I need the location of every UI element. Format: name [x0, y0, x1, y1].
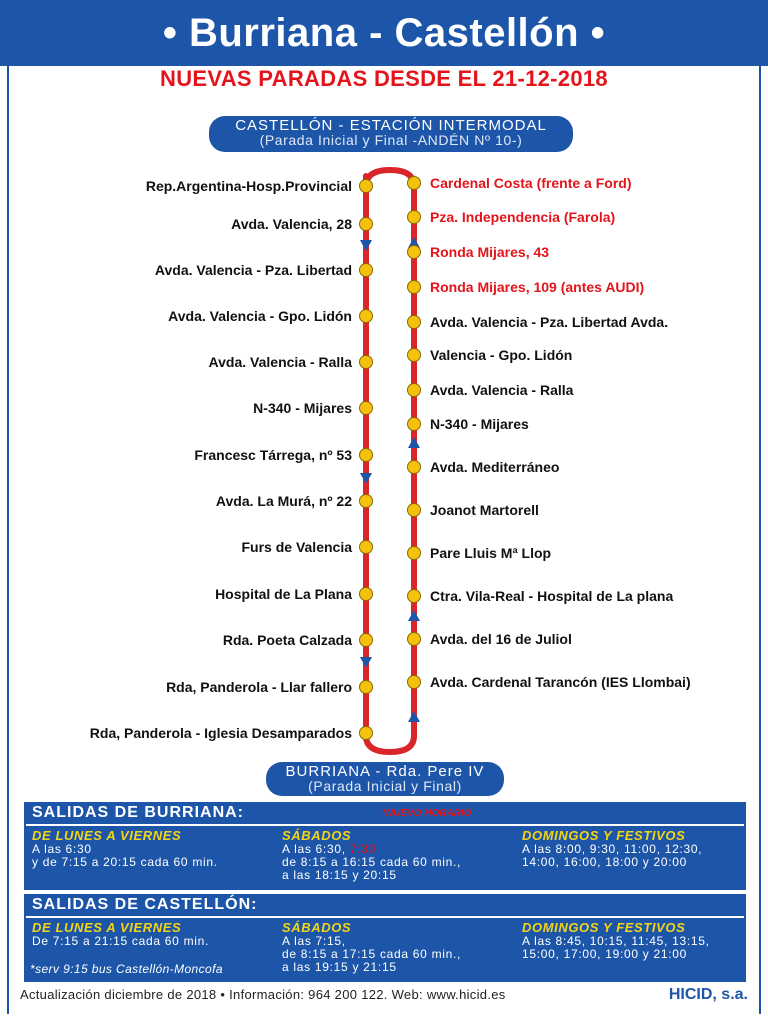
page-title: • Burriana - Castellón •	[0, 0, 768, 66]
stop-label-right-new: Pza. Independencia (Farola)	[430, 209, 616, 225]
stop-label-right: N-340 - Mijares	[430, 416, 529, 432]
burriana-sunday	[522, 828, 702, 869]
stop-label-right-new: Cardenal Costa (frente a Ford)	[430, 175, 632, 191]
castellon-saturday-line3: a las 19:15 y 21:15	[282, 960, 397, 974]
stop-marker-left	[360, 218, 373, 231]
stop-marker-right	[408, 246, 421, 259]
burriana-weekdays-line1: A las 6:30	[32, 842, 92, 856]
route-loop	[366, 170, 414, 752]
stop-label-right: Avda. Mediterráneo	[430, 459, 560, 475]
stop-label-left: Avda. Valencia - Pza. Libertad	[154, 262, 352, 278]
stop-marker-right	[408, 316, 421, 329]
terminus-castellon-note: (Parada Inicial y Final -ANDÉN Nº 10-)	[259, 132, 523, 148]
castellon-sunday	[522, 920, 710, 961]
castellon-sunday-line1: A las 8:45, 10:15, 11:45, 13:15,	[522, 934, 710, 948]
stop-marker-right	[408, 384, 421, 397]
stop-marker-right	[408, 676, 421, 689]
castellon-weekdays-title: DE LUNES A VIERNES	[32, 920, 182, 935]
company-brand: HICID, s.a.	[668, 986, 748, 1003]
stop-label-right: Pare Lluis Mª Llop	[430, 545, 552, 561]
stop-label-left: Rda, Panderola - Iglesia Desamparados	[89, 725, 352, 741]
timetable-burriana-body	[26, 824, 744, 888]
stop-marker-left	[360, 402, 373, 415]
arrow-up-icon	[408, 711, 420, 722]
stop-marker-left	[360, 541, 373, 554]
stop-label-left: Rep.Argentina-Hosp.Provincial	[145, 178, 352, 194]
stop-label-left: Furs de Valencia	[241, 539, 352, 555]
stop-marker-left	[360, 588, 373, 601]
stop-marker-right	[408, 633, 421, 646]
stop-marker-left	[360, 634, 373, 647]
castellon-saturday	[282, 920, 461, 974]
stop-marker-right	[408, 177, 421, 190]
terminus-burriana	[266, 762, 504, 796]
terminus-burriana-note: (Parada Inicial y Final)	[308, 778, 462, 794]
stop-marker-left	[360, 681, 373, 694]
stop-marker-right	[408, 211, 421, 224]
arrow-down-icon	[360, 657, 372, 668]
stop-label-right: Avda. del 16 de Juliol	[430, 631, 572, 647]
stop-marker-left	[360, 356, 373, 369]
burriana-saturday-line1-text: A las 6:30,	[282, 842, 350, 856]
stop-marker-left	[360, 727, 373, 740]
arrow-up-icon	[408, 610, 420, 621]
stop-marker-right	[408, 590, 421, 603]
burriana-saturday-new-time: 7:30	[349, 842, 376, 856]
stop-marker-left	[360, 310, 373, 323]
timetable-burriana-title: SALIDAS DE BURRIANA:	[32, 804, 244, 821]
subtitle-new-stops: NUEVAS PARADAS DESDE EL 21-12-2018	[160, 66, 608, 91]
stop-marker-right	[408, 349, 421, 362]
stop-marker-right	[408, 281, 421, 294]
stop-label-left: Avda. Valencia, 28	[231, 216, 352, 232]
castellon-saturday-title: SÁBADOS	[282, 920, 352, 935]
stop-label-left: Rda. Poeta Calzada	[222, 632, 352, 648]
castellon-sunday-title: DOMINGOS Y FESTIVOS	[522, 920, 686, 935]
stop-label-left: Avda. Valencia - Gpo. Lidón	[168, 308, 352, 324]
stop-label-right: Ctra. Vila-Real - Hospital de La plana	[430, 588, 674, 604]
burriana-saturday-line2: de 8:15 a 16:15 cada 60 min.,	[282, 855, 462, 869]
burriana-sunday-title: DOMINGOS Y FESTIVOS	[522, 828, 686, 843]
burriana-sunday-line1: A las 8:00, 9:30, 11:00, 12:30,	[522, 842, 703, 856]
burriana-weekdays	[32, 828, 218, 869]
stop-label-left: Avda. Valencia - Ralla	[208, 354, 352, 370]
stop-label-right: Avda. Cardenal Tarancón (IES Llombai)	[430, 674, 691, 690]
stop-label-left: Avda. La Murá, nº 22	[215, 493, 352, 509]
stop-label-right: Avda. Valencia - Ralla	[430, 382, 574, 398]
burriana-saturday	[282, 828, 461, 882]
stop-label-left: Hospital de La Plana	[215, 586, 352, 602]
castellon-saturday-line1: A las 7:15,	[282, 934, 346, 948]
stop-marker-right	[408, 504, 421, 517]
service-note: *serv 9:15 bus Castellón-Moncofa	[30, 962, 223, 976]
stop-label-right: Valencia - Gpo. Lidón	[430, 347, 573, 363]
stop-label-left: Francesc Tárrega, nº 53	[194, 447, 352, 463]
castellon-sunday-line2: 15:00, 17:00, 19:00 y 21:00	[522, 947, 688, 961]
new-schedule-note: *NUEVO HORARIO	[382, 808, 472, 819]
terminus-castellon-name: CASTELLÓN - ESTACIÓN INTERMODAL	[235, 117, 547, 134]
timetable-castellon-title: SALIDAS DE CASTELLÓN:	[32, 896, 258, 913]
footer-info: Actualización diciembre de 2018 • Información: 964 200 122. Web: www.hicid.es	[20, 987, 506, 1002]
stop-marker-left	[360, 180, 373, 193]
arrow-down-icon	[360, 240, 372, 251]
stop-label-left: Rda, Panderola - Llar fallero	[166, 679, 352, 695]
stop-label-right: Avda. Valencia - Pza. Libertad Avda.	[430, 314, 669, 330]
arrow-down-icon	[360, 473, 372, 484]
castellon-saturday-line2: de 8:15 a 17:15 cada 60 min.,	[282, 947, 462, 961]
stop-marker-left	[360, 264, 373, 277]
burriana-weekdays-title: DE LUNES A VIERNES	[32, 828, 182, 843]
stop-label-right-new: Ronda Mijares, 43	[430, 244, 550, 260]
burriana-saturday-line3: a las 18:15 y 20:15	[282, 868, 397, 882]
stop-marker-left	[360, 495, 373, 508]
stop-label-right-new: Ronda Mijares, 109 (antes AUDI)	[430, 279, 645, 295]
terminus-burriana-name: BURRIANA - Rda. Pere IV	[285, 763, 485, 780]
stop-marker-right	[408, 547, 421, 560]
burriana-weekdays-line2: y de 7:15 a 20:15 cada 60 min.	[32, 855, 218, 869]
stop-label-right: Joanot Martorell	[430, 502, 539, 518]
castellon-weekdays	[32, 920, 209, 948]
burriana-sunday-line2: 14:00, 16:00, 18:00 y 20:00	[522, 855, 688, 869]
stop-marker-right	[408, 461, 421, 474]
burriana-saturday-title: SÁBADOS	[282, 828, 352, 843]
castellon-weekdays-line1: De 7:15 a 21:15 cada 60 min.	[32, 934, 210, 948]
stop-marker-left	[360, 449, 373, 462]
stop-marker-right	[408, 418, 421, 431]
arrow-up-icon	[408, 437, 420, 448]
stop-label-left: N-340 - Mijares	[253, 400, 352, 416]
